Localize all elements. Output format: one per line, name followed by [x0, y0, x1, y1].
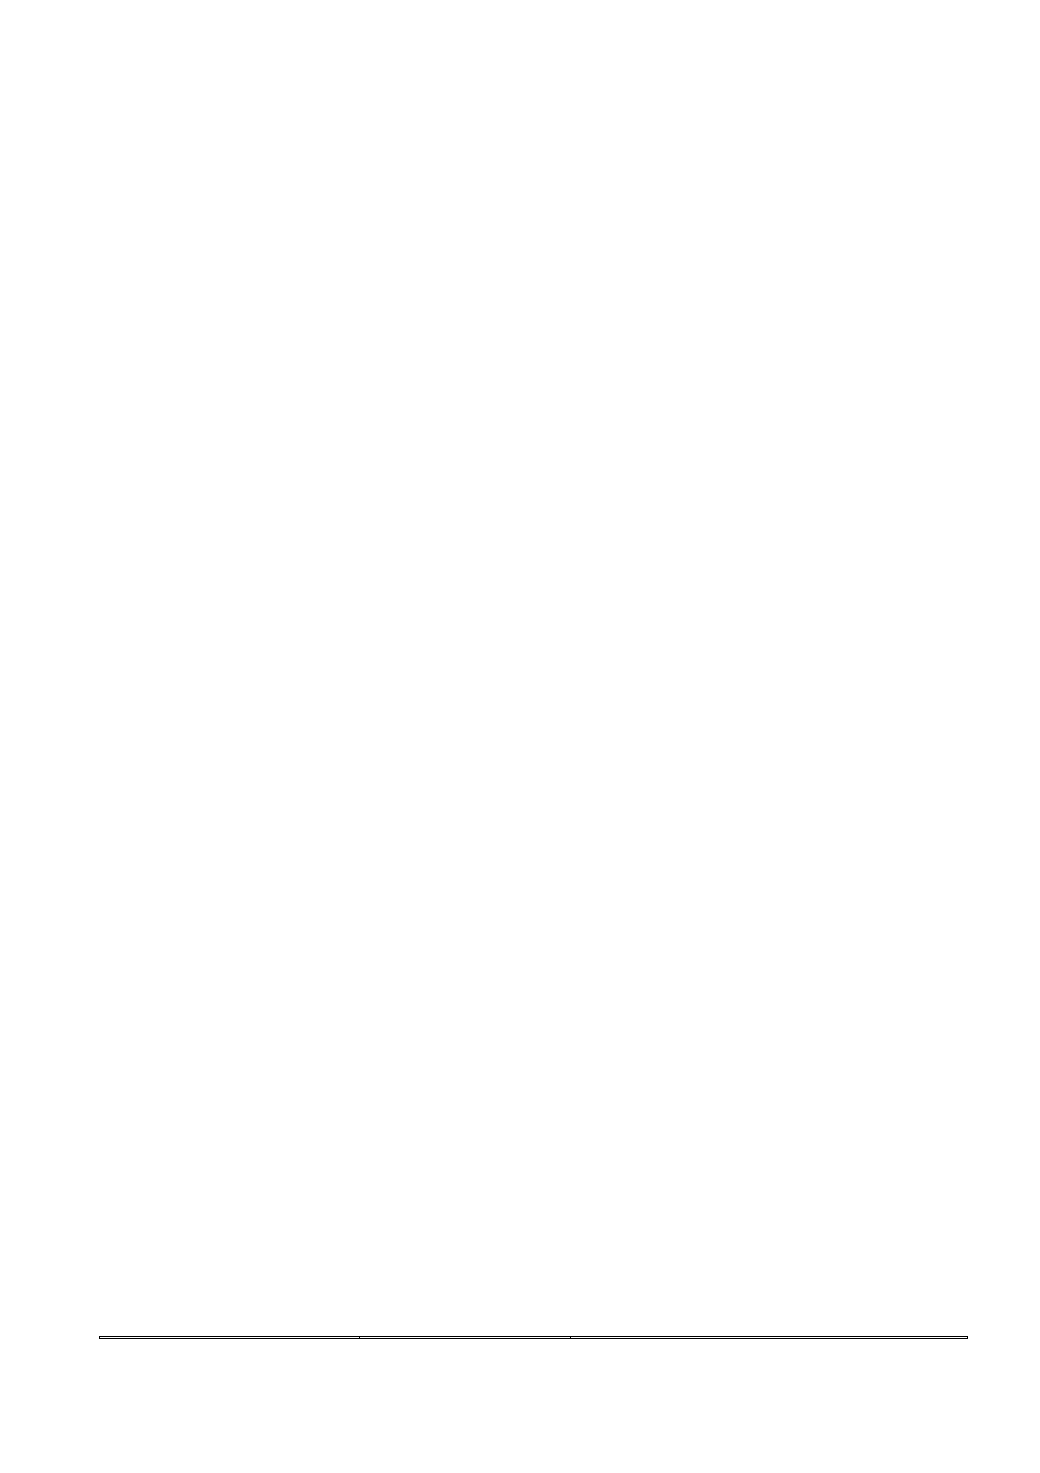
table-2-header [99, 1336, 968, 1339]
header-application [571, 1337, 968, 1339]
header-modes [360, 1337, 571, 1339]
header-agent [100, 1337, 360, 1339]
